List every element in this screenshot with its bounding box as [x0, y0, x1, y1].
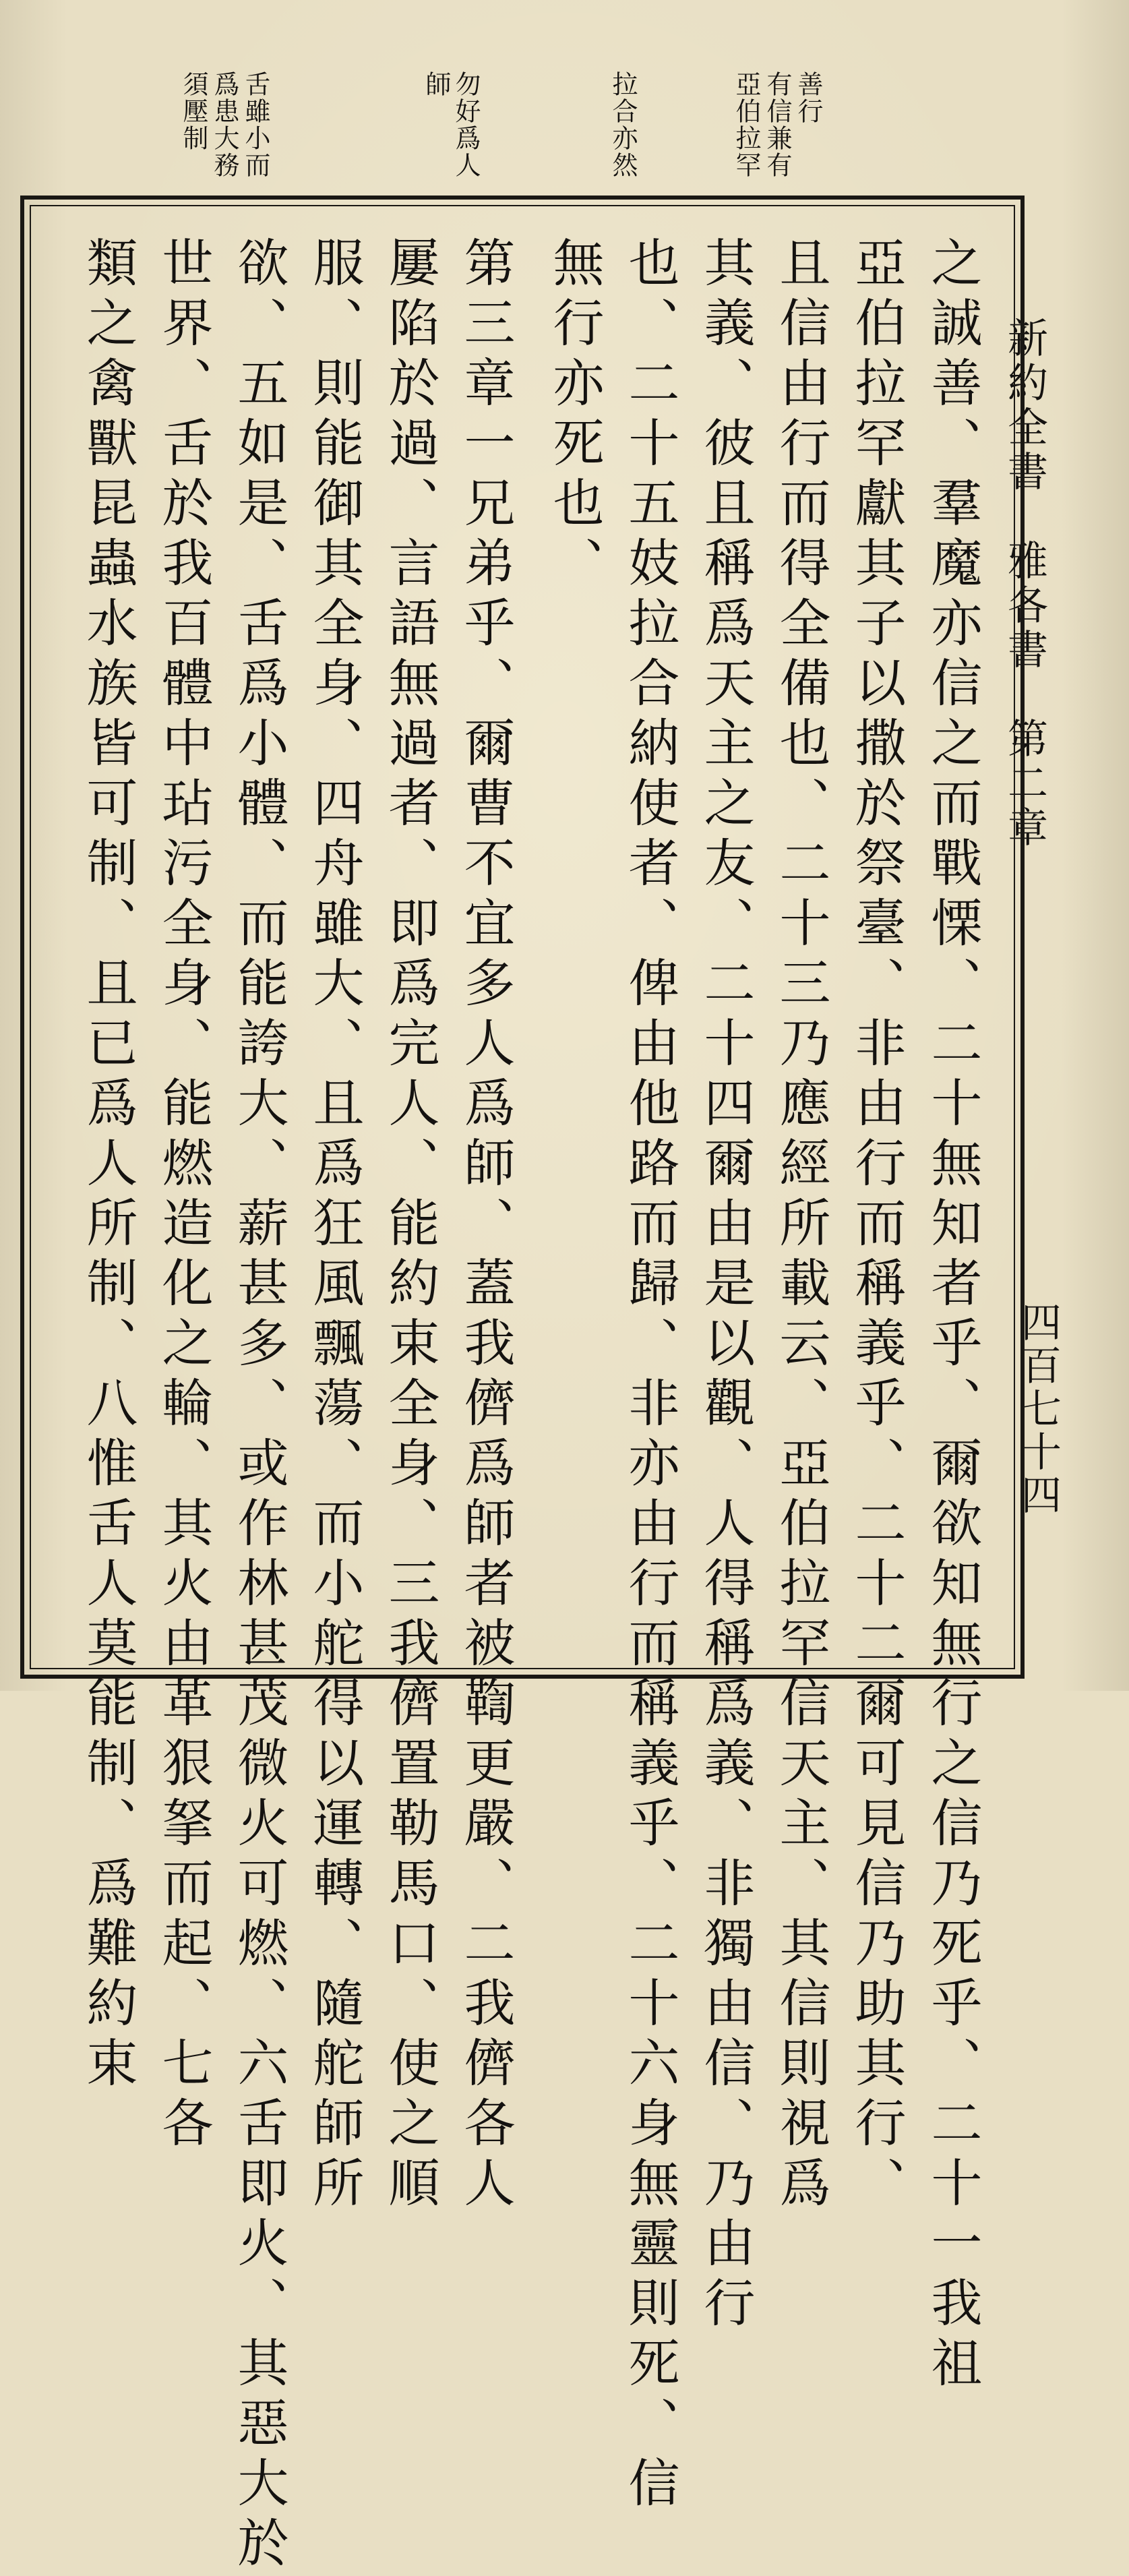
headnote-tongue	[181, 71, 206, 152]
headnote-teachers	[423, 71, 449, 98]
text-column-7-chapter-start: 第三章一兄弟乎、爾曹不宜多人爲師、蓋我儕爲師者被鞫更嚴、二我儕各人	[456, 236, 516, 2216]
text-column-8: 屢陷於過、言語無過者、即爲完人、能約束全身、三我儕置勒馬口、使之順	[380, 236, 440, 2216]
headnote-rahab	[610, 71, 636, 179]
headnote-abraham	[733, 71, 759, 179]
text-column-3: 且信由行而得全備也、二十三乃應經所載云、亞伯拉罕信天主、其信則視爲	[771, 236, 831, 2216]
headnote-line: 亞伯拉罕	[731, 71, 761, 179]
headnote-line: 爲患大務	[210, 71, 239, 179]
text-column-2: 亞伯拉罕獻其子以撒於祭臺、非由行而稱義乎、二十二爾可見信乃助其行、	[847, 236, 907, 2216]
text-column-9: 服、則能御其全身、四舟雖大、且爲狂風飄蕩、而小舵得以運轉、隨舵師所	[305, 236, 365, 2216]
headnote-line: 勿好爲人	[451, 71, 481, 179]
text-column-10: 欲、五如是、舌爲小體、而能誇大、薪甚多、或作林甚茂微火可燃、六舌即火、其惡大於	[229, 236, 289, 2576]
headnote-abraham-2	[764, 71, 790, 179]
headnote-line: 舌雖小而	[241, 71, 270, 179]
headnote-tongue-3	[243, 71, 268, 179]
headnote-teachers-2	[453, 71, 479, 179]
headnote-line: 拉合亦然	[608, 71, 638, 179]
running-title: 新約全書 雅各書 第二章	[1001, 317, 1048, 851]
text-column-4: 其義、彼且稱爲天主之友、二十四爾由是以觀、人得稱爲義、非獨由信、乃由行	[696, 236, 756, 2336]
text-column-6: 無行亦死也、	[545, 236, 605, 596]
headnote-line: 須壓制	[179, 71, 208, 152]
headnote-abraham-3	[795, 71, 821, 125]
text-column-5: 也、二十五妓拉合納使者、俾由他路而歸、非亦由行而稱義乎、二十六身無靈則死、信	[620, 236, 680, 2516]
text-column-1: 之誠善、羣魔亦信之而戰慄、二十無知者乎、爾欲知無行之信乃死乎、二十一我祖	[923, 236, 983, 2396]
headnote-line: 善行	[793, 71, 823, 125]
text-column-12: 類之禽獸昆蟲水族皆可制、且已爲人所制、八惟舌人莫能制、爲難約束	[78, 236, 138, 2096]
headnote-line: 有信兼有	[762, 71, 792, 179]
headnote-line: 師	[421, 71, 451, 98]
text-column-11: 世界、舌於我百體中玷污全身、能燃造化之輪、其火由革狠拏而起、七各	[154, 236, 214, 2156]
headnote-tongue-2	[212, 71, 237, 179]
page-number: 四百七十四	[1014, 1301, 1062, 1517]
